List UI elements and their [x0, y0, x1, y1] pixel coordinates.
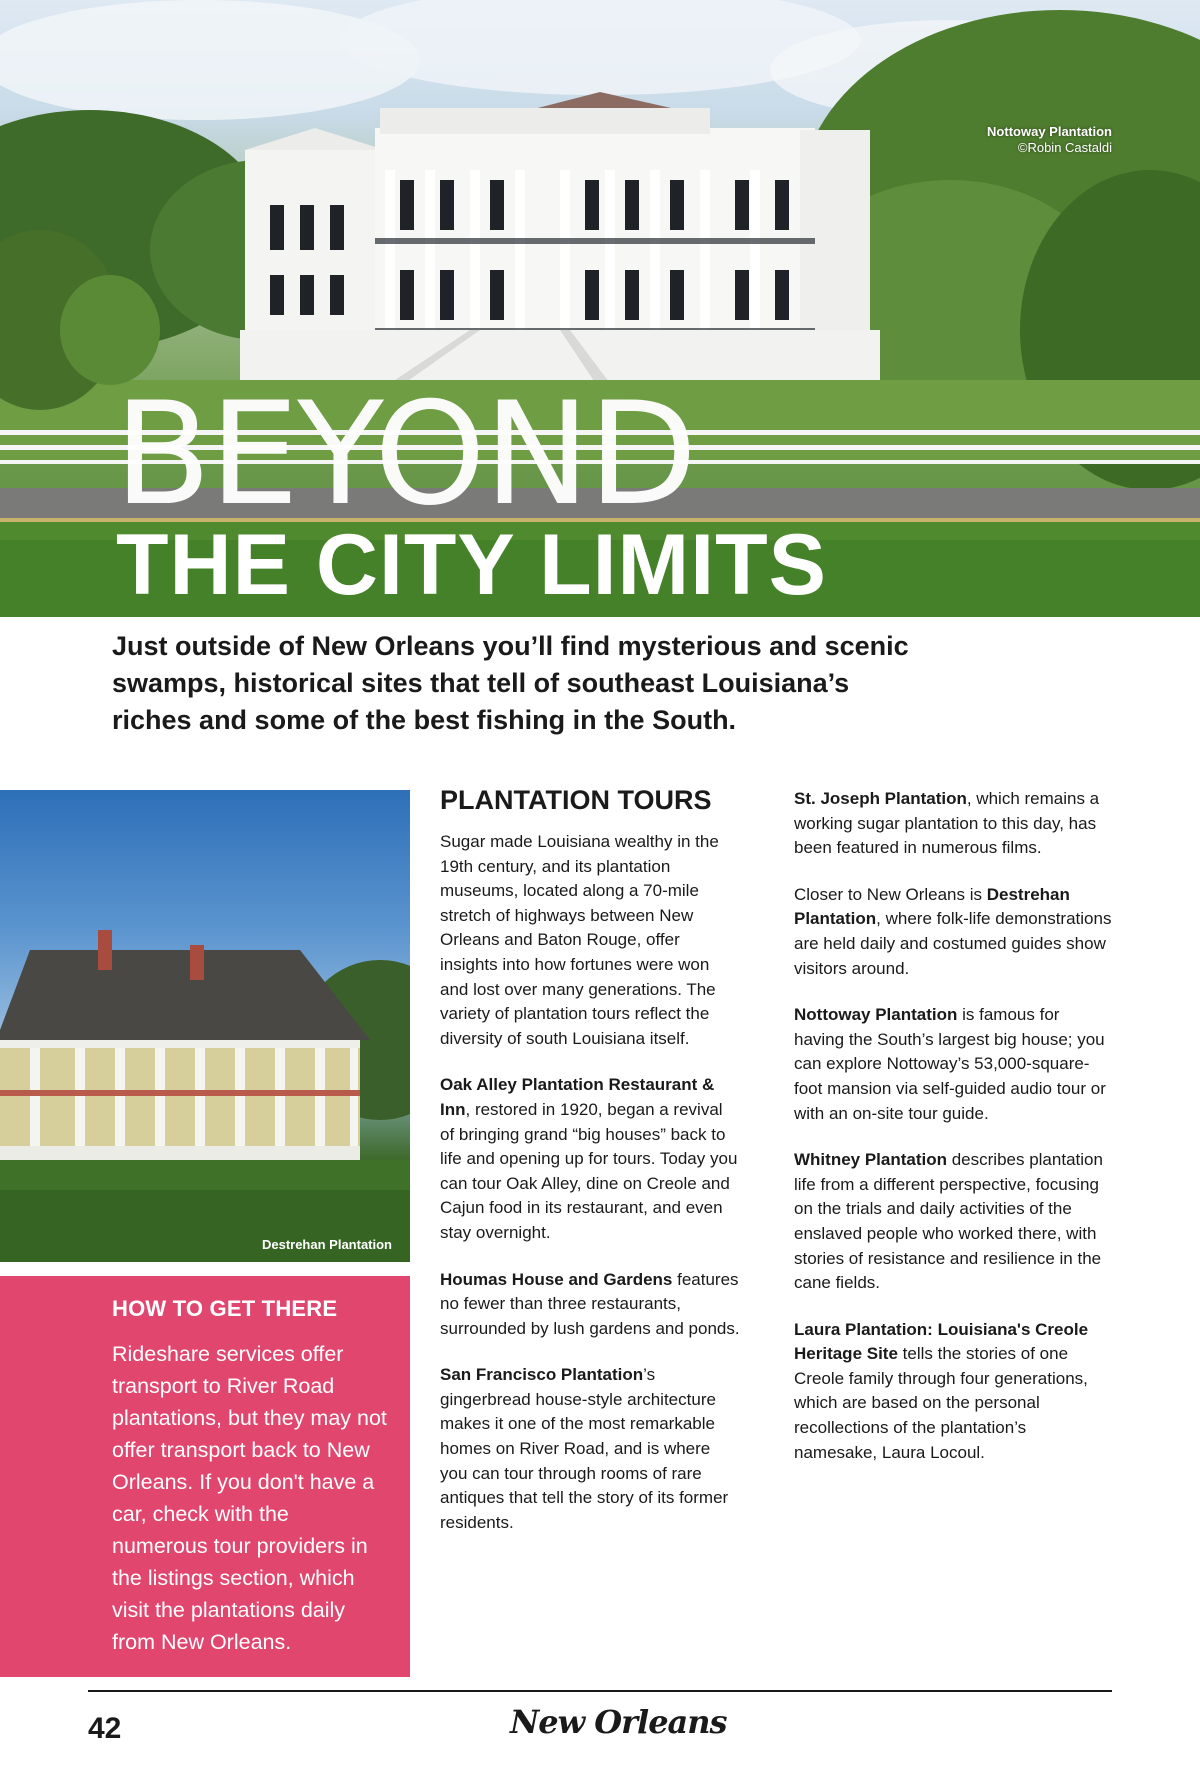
title-beyond-text: BEYOND [114, 372, 696, 537]
destrehan-photo-caption: Destrehan Plantation [261, 1237, 392, 1252]
page-number: 42 [88, 1712, 122, 1745]
destrehan-text: , where folk-life demonstrations are held daily and costumed guides show visitors around. [794, 909, 1112, 978]
hero-photo-caption [987, 124, 1112, 156]
san-francisco-text: ’s gingerbread house-style architecture makes it one of the most remarkable homes on River Road, and is where you can tour through rooms of rare antiques that tell the story of its former residents. [440, 1365, 729, 1532]
san-francisco-name: San Francisco Plantation [440, 1365, 644, 1385]
title-city-limits: THE CITY LIMITS [116, 517, 827, 613]
how-to-get-there-box [0, 1276, 410, 1677]
laura-name: Laura Plantation: Louisiana's Creole Heritage Site [794, 1319, 1089, 1364]
destrehan-plantation-illustration [0, 790, 410, 1262]
how-to-get-there-body: Rideshare services offer transport to River Road plantations, but they may not offer transport back to New Orleans. If you don't have a car, check with the numerous tour providers in the listings section, which visit the plantations daily from New Orleans. [112, 1342, 387, 1654]
hero-photo-nottoway [0, 0, 1200, 617]
laura-text: tells the stories of one Creole family through four generations, which are based on the personal recollections of the plantation’s namesake, Laura Locoul. [794, 1344, 1088, 1462]
nottoway-name: Nottoway Plantation [794, 1005, 958, 1025]
st-joseph-text: , which remains a working sugar plantation to this day, has been featured in numerous films. [794, 789, 1100, 858]
brand-logo-new-orleans: New Orleans [510, 1703, 727, 1741]
article-column-right [794, 787, 1114, 1487]
san-francisco-paragraph [440, 1363, 740, 1535]
destrehan-pre: Closer to New Orleans is [794, 884, 987, 904]
hero-caption-title: Nottoway Plantation [987, 124, 1112, 139]
nottoway-text: is famous for having the South’s largest big house; you can explore Nottoway’s 53,000-square-foot mansion via self-guided audio tour or with an on-site tour guide. [794, 1005, 1106, 1123]
st-joseph-name: St. Joseph Plantation [794, 789, 967, 808]
article-column-middle [440, 784, 740, 1557]
title-beyond [114, 372, 696, 537]
destrehan-paragraph [794, 883, 1114, 981]
nottoway-paragraph [794, 1003, 1114, 1126]
intro-paragraph: Just outside of New Orleans you’ll find mysterious and scenic swamps, historical sites that tell of southeast Louisiana’s riches and some of the best fishing in the South. [112, 631, 909, 735]
oak-alley-text: , restored in 1920, began a revival of bringing grand “big houses” back to life and opening up for tours. Today you can tour Oak Alley, dine on Creole and Cajun food in its restaurant, and even stay overnight. [440, 1099, 738, 1242]
footer-divider [88, 1690, 1112, 1692]
destrehan-photo [0, 790, 410, 1262]
oak-alley-name: Oak Alley Plantation Restaurant & Inn [440, 1075, 715, 1119]
oak-alley-paragraph [440, 1073, 740, 1245]
whitney-name: Whitney Plantation [794, 1150, 947, 1170]
houmas-name: Houmas House and Gardens [440, 1269, 673, 1289]
laura-paragraph [794, 1318, 1114, 1466]
plantation-tours-heading: PLANTATION TOURS [440, 785, 712, 815]
hero-caption-credit: ©Robin Castaldi [1017, 140, 1112, 155]
st-joseph-paragraph [794, 787, 1114, 861]
destrehan-name: Destrehan Plantation [794, 884, 1070, 929]
houmas-paragraph [440, 1268, 740, 1342]
houmas-text: features no fewer than three restaurants, surrounded by lush gardens and ponds. [440, 1269, 740, 1338]
how-to-get-there-heading: HOW TO GET THERE [112, 1296, 338, 1321]
article-intro: Sugar made Louisiana wealthy in the 19th century, and its plantation museums, located along a 70-mile stretch of highways between New Orleans and Baton Rouge, offer insights into how fortunes were won and lost over many generations. The variety of plantation tours reflect the diversity of south Louisiana itself. [440, 832, 719, 1048]
whitney-paragraph [794, 1148, 1114, 1296]
whitney-text: describes plantation life from a different perspective, focusing on the trials and daily activities of the enslaved people who worked there, with stories of resistance and resilience in the cane fields. [794, 1150, 1103, 1293]
